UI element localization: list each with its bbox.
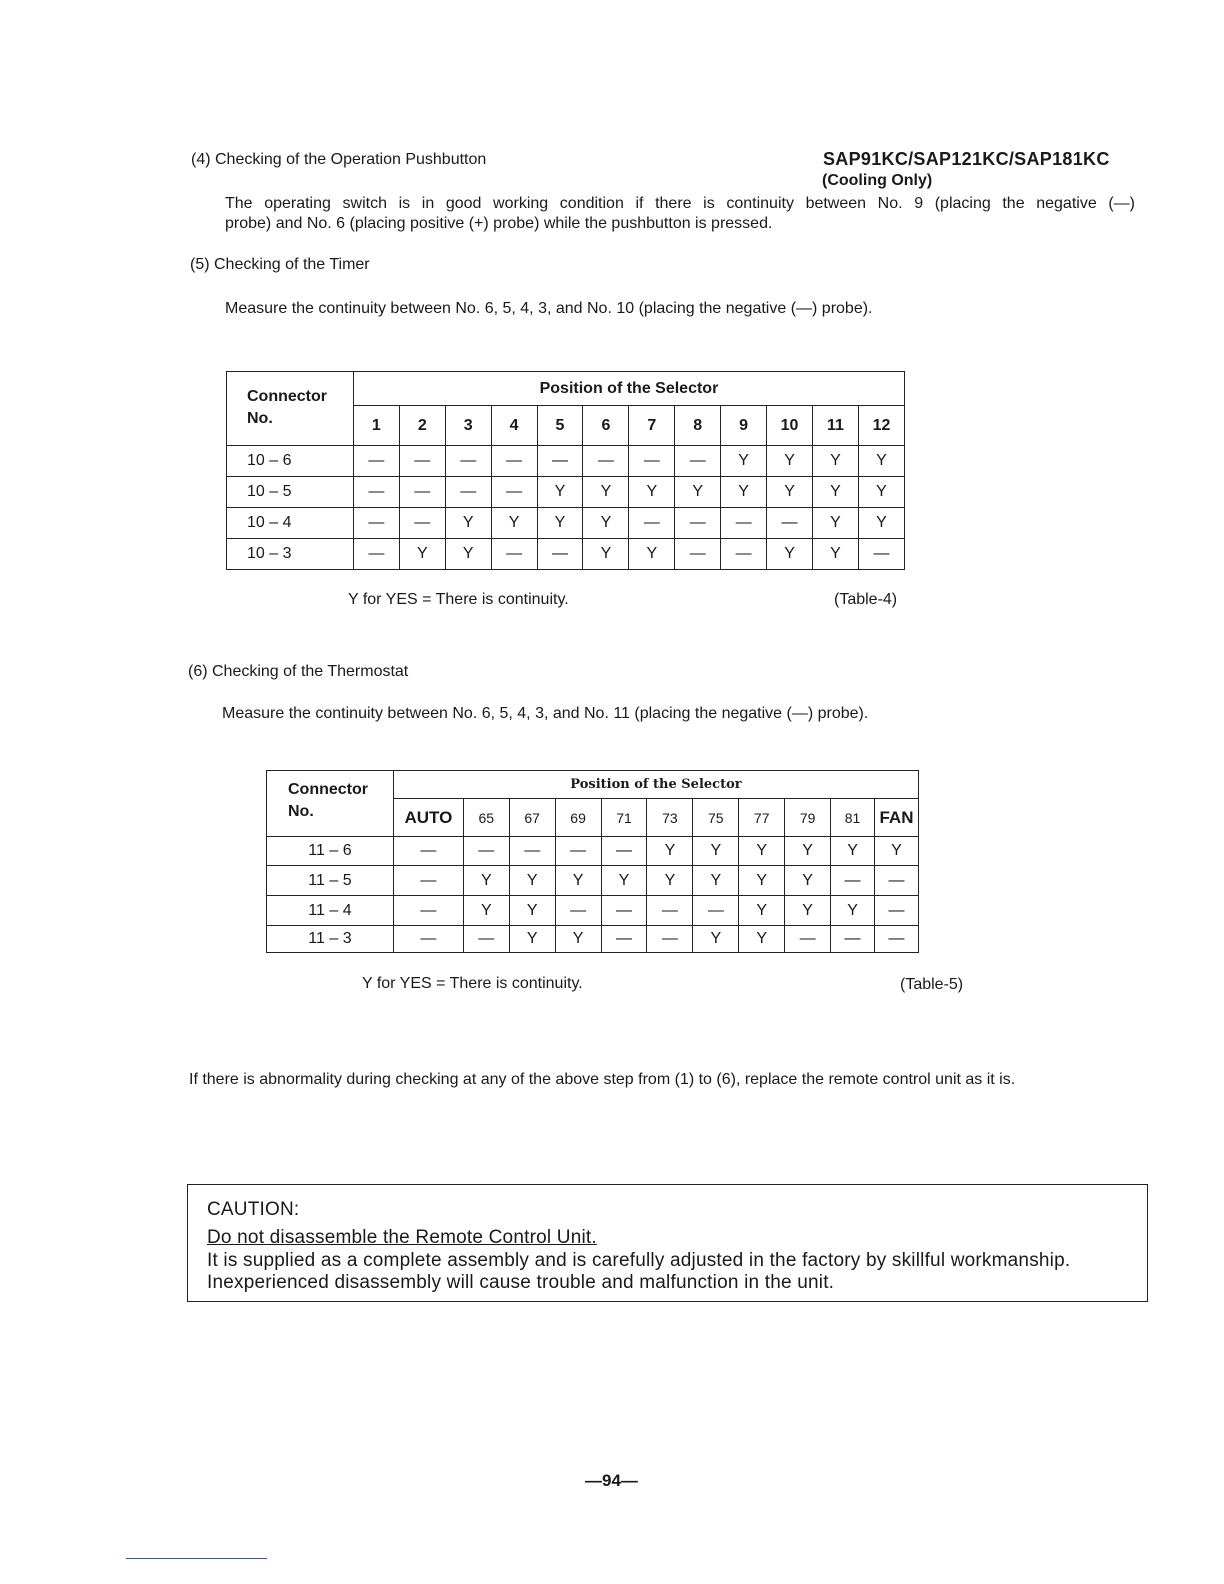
row-label: 10 – 4 [227,508,354,539]
caution-line-1: Do not disassemble the Remote Control Unit. [207,1227,597,1248]
section-6-title: (6) Checking of the Thermostat [188,663,409,680]
table-cell: Y [721,477,767,508]
abnormality-note: If there is abnormality during checking at any of the above step from (1) to (6), replace the remote control unit as it is. [189,1071,1016,1088]
table-cell: — [874,926,918,953]
row-label: 10 – 5 [227,477,354,508]
section-6-text: Measure the continuity between No. 6, 5, 4, 3, and No. 11 (placing the negative (—) probe). [222,705,869,722]
connector-label: Connector [247,388,327,405]
table-cell: Y [647,866,693,896]
table-4-col-header: 1 [353,406,399,446]
table-4-group-header: Position of the Selector [353,372,904,406]
page-number: —94— [585,1471,638,1490]
table-4-connector-header [227,372,354,446]
table-4-col-header: 5 [537,406,583,446]
table-cell: — [393,837,463,866]
caution-box [187,1184,1148,1302]
table-5-legend: Y for YES = There is continuity. [362,975,583,992]
table-cell: Y [583,477,629,508]
table-cell: — [831,866,875,896]
table-cell: Y [739,896,785,926]
table-cell: — [647,926,693,953]
section-4-text-line-1: The operating switch is in good working condition if there is continuity between No. 9 (placing the negative (—) [225,195,1135,212]
table-cell: — [399,446,445,477]
table-cell: Y [629,539,675,570]
table-cell: Y [721,446,767,477]
table-row [267,926,919,953]
table-cell: — [629,446,675,477]
table-cell: Y [693,866,739,896]
table-cell: — [721,508,767,539]
table-cell: — [463,926,509,953]
table-5-col-header: 71 [601,799,647,837]
section-5-text: Measure the continuity between No. 6, 5, 4, 3, and No. 10 (placing the negative (—) probe). [225,300,873,317]
table-5-col-header: 67 [509,799,555,837]
table-cell: — [491,477,537,508]
table-cell: — [675,539,721,570]
row-label: 11 – 6 [267,837,394,866]
table-5-col-header: 77 [739,799,785,837]
caution-line-3: Inexperienced disassembly will cause trouble and malfunction in the unit. [207,1272,835,1293]
table-cell: Y [813,477,859,508]
table-5-group-header: Position of the Selector [393,771,918,799]
table-5-col-header: 75 [693,799,739,837]
table-cell: Y [813,539,859,570]
table-cell: — [583,446,629,477]
table-cell: — [675,508,721,539]
table-cell: Y [537,477,583,508]
section-4-title: (4) Checking of the Operation Pushbutton [191,151,487,168]
table-cell: Y [785,866,831,896]
table-cell: — [537,539,583,570]
table-cell: — [721,539,767,570]
table-cell: — [601,926,647,953]
row-label: 11 – 5 [267,866,394,896]
table-cell: Y [647,837,693,866]
table-4-caption: (Table-4) [834,591,898,608]
table-cell: Y [767,477,813,508]
table-cell: Y [509,926,555,953]
table-cell: Y [445,508,491,539]
table-cell: Y [831,896,875,926]
table-cell: — [555,896,601,926]
table-cell: Y [463,896,509,926]
table-cell: — [509,837,555,866]
table-cell: — [537,446,583,477]
table-4-col-header: 12 [858,406,904,446]
table-cell: — [675,446,721,477]
table-cell: — [601,896,647,926]
table-cell: — [353,446,399,477]
connector-no-label: No. [247,410,273,427]
table-4-col-header: 2 [399,406,445,446]
footnote-rule [126,1558,267,1559]
connector-no-label: No. [288,803,314,820]
table-cell: — [353,539,399,570]
table-cell: — [831,926,875,953]
table-5-col-header: FAN [874,799,918,837]
table-cell: Y [583,508,629,539]
table-5 [266,770,919,953]
table-cell: Y [555,926,601,953]
row-label: 11 – 3 [267,926,394,953]
table-4-col-header: 9 [721,406,767,446]
table-cell: Y [491,508,537,539]
table-5-col-header: 65 [463,799,509,837]
table-4-col-header: 8 [675,406,721,446]
table-cell: Y [601,866,647,896]
table-5-col-header: 81 [831,799,875,837]
table-cell: Y [555,866,601,896]
table-cell: — [445,477,491,508]
table-4-col-header: 4 [491,406,537,446]
table-row [267,866,919,896]
table-row [267,896,919,926]
table-cell: Y [874,837,918,866]
table-row [267,837,919,866]
table-cell: — [555,837,601,866]
table-cell: Y [813,508,859,539]
table-cell: Y [537,508,583,539]
section-5-title: (5) Checking of the Timer [190,256,370,273]
table-cell: — [491,446,537,477]
table-4-col-header: 10 [767,406,813,446]
table-cell: Y [675,477,721,508]
table-cell: — [785,926,831,953]
table-cell: — [647,896,693,926]
table-cell: Y [767,446,813,477]
table-cell: Y [785,837,831,866]
table-cell: — [393,866,463,896]
table-cell: — [463,837,509,866]
model-number: SAP91KC/SAP121KC/SAP181KC [823,149,1110,169]
table-cell: Y [858,508,904,539]
table-cell: — [601,837,647,866]
table-cell: — [353,477,399,508]
table-4-col-header: 7 [629,406,675,446]
table-cell: Y [509,866,555,896]
table-cell: — [693,896,739,926]
caution-title: CAUTION: [207,1199,300,1220]
caution-line-2: It is supplied as a complete assembly and is carefully adjusted in the factory by skillful workmanship. [207,1250,1071,1271]
table-cell: — [399,508,445,539]
row-label: 11 – 4 [267,896,394,926]
table-cell: Y [739,926,785,953]
table-row [227,508,905,539]
table-5-col-header: 79 [785,799,831,837]
connector-label: Connector [288,781,368,798]
table-cell: — [491,539,537,570]
table-cell: — [445,446,491,477]
table-cell: — [874,866,918,896]
table-cell: Y [739,837,785,866]
table-cell: — [353,508,399,539]
table-cell: — [874,896,918,926]
table-cell: — [393,896,463,926]
table-cell: — [399,477,445,508]
table-cell: Y [693,837,739,866]
table-cell: Y [858,446,904,477]
table-5-connector-header [267,771,394,837]
table-cell: — [629,508,675,539]
table-5-col-header: AUTO [393,799,463,837]
table-cell: Y [767,539,813,570]
table-row [227,446,905,477]
table-cell: Y [858,477,904,508]
table-cell: Y [463,866,509,896]
table-cell: Y [445,539,491,570]
table-cell: Y [509,896,555,926]
table-4-col-header: 6 [583,406,629,446]
table-cell: — [393,926,463,953]
table-cell: — [767,508,813,539]
table-cell: Y [739,866,785,896]
table-4-legend: Y for YES = There is continuity. [348,591,569,608]
table-row [227,539,905,570]
table-cell: Y [399,539,445,570]
table-cell: Y [583,539,629,570]
row-label: 10 – 3 [227,539,354,570]
model-subtitle: (Cooling Only) [822,172,933,189]
table-4-col-header: 3 [445,406,491,446]
table-cell: Y [785,896,831,926]
table-cell: Y [693,926,739,953]
table-5-caption: (Table-5) [900,976,964,993]
table-cell: Y [629,477,675,508]
table-cell: — [858,539,904,570]
table-4 [226,371,905,570]
table-row [227,477,905,508]
table-5-col-header: 73 [647,799,693,837]
table-5-col-header: 69 [555,799,601,837]
table-cell: Y [813,446,859,477]
table-4-col-header: 11 [813,406,859,446]
row-label: 10 – 6 [227,446,354,477]
table-cell: Y [831,837,875,866]
section-4-text-line-2: probe) and No. 6 (placing positive (+) probe) while the pushbutton is pressed. [225,215,773,232]
